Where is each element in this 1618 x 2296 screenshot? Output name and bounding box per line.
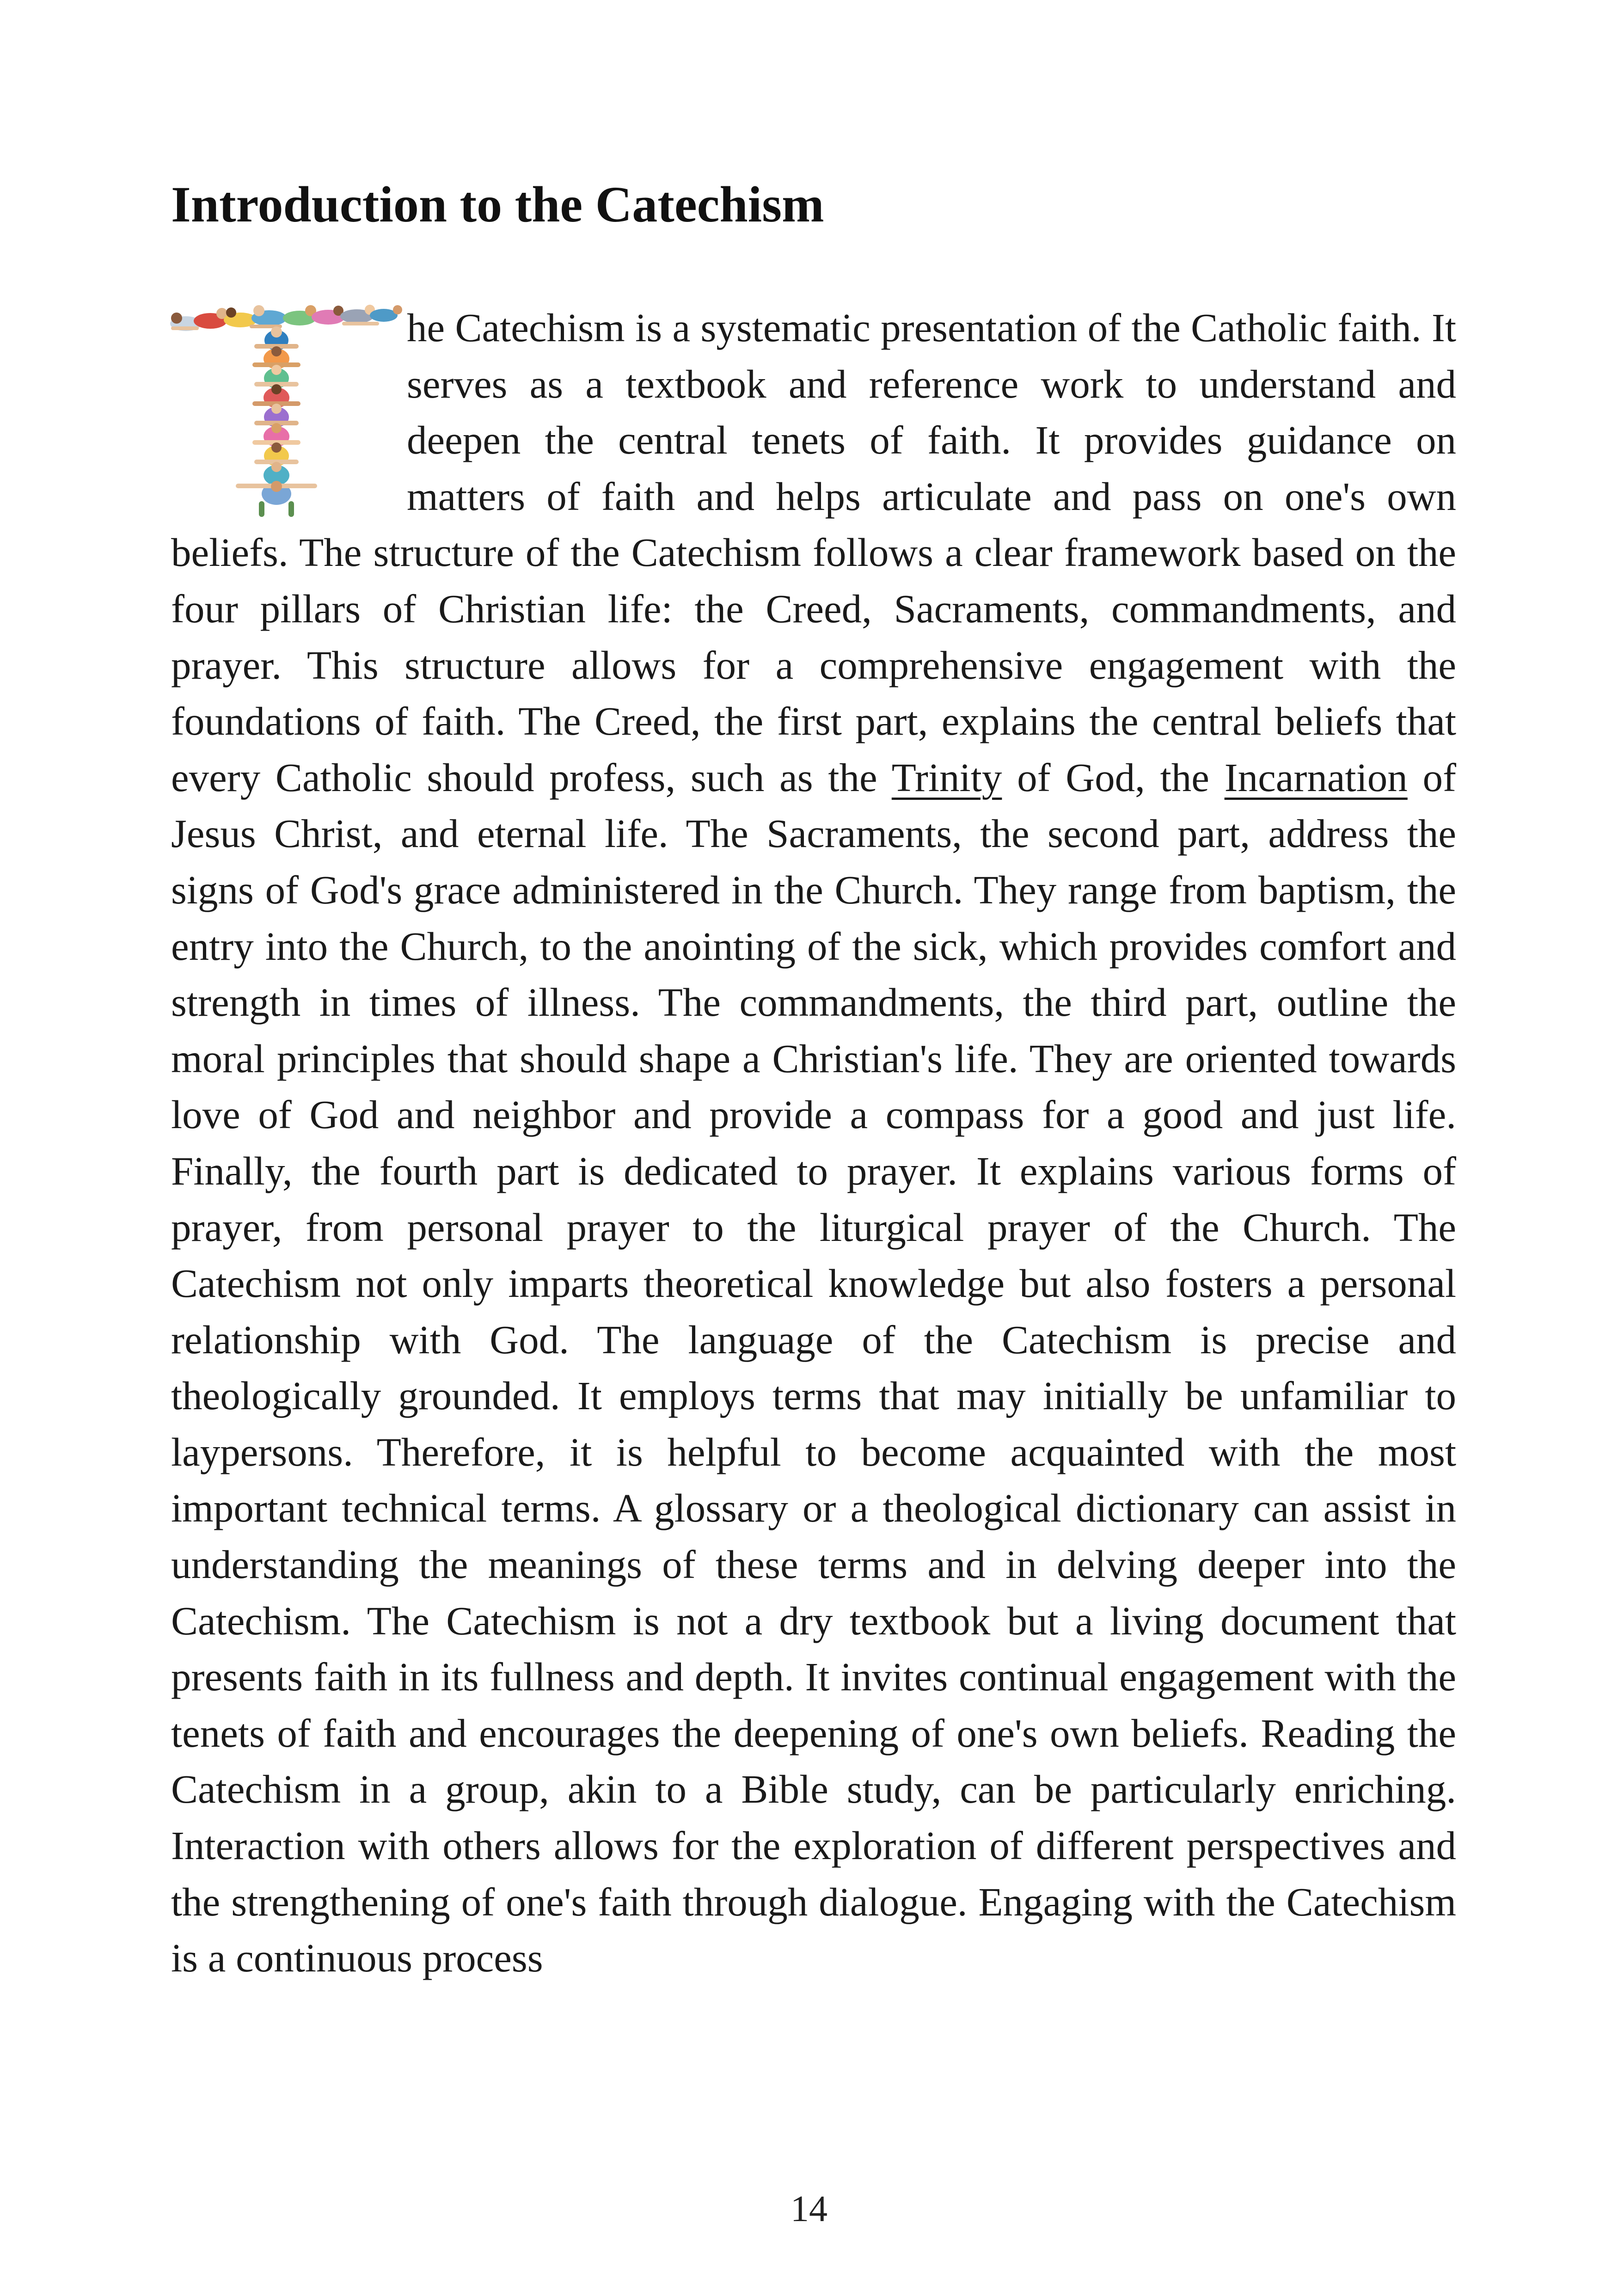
children-letter-t-icon (166, 300, 407, 519)
term-link-trinity[interactable]: Trinity (891, 755, 1002, 800)
t-crossbar (170, 305, 402, 331)
t-stem (236, 326, 317, 517)
paragraph-text-part-1: he Catechism is a systematic presentation of the Catholic faith. It serves as a textbook and reference work to understand and deepen the central tenets of faith. It provides guidance on matters of faith and helps articulate and pass on one's own beliefs. The structure of the Catechism follows a clear framework based on the four pillars of Christian life: the Creed, Sacraments, commandments, and prayer. This structure allows for a comprehensive engagement with the foundations of faith. The Creed, the first part, explains the central beliefs that every Catholic should profess, such as the (171, 305, 1456, 800)
page-number: 14 (791, 2189, 827, 2229)
body-paragraph (171, 300, 1456, 1986)
chapter-heading: Introduction to the Catechism (171, 176, 824, 233)
term-link-incarnation[interactable]: Incarnation (1224, 755, 1408, 800)
paragraph-text-part-2: of God, the (1002, 755, 1225, 800)
drop-cap-illustration (166, 300, 407, 519)
paragraph-text-part-3: of Jesus Christ, and eternal life. The Sacraments, the second part, address the signs of God's grace administered in the Church. They range from baptism, the entry into the Church, to the anointing of the sick, which provides comfort and strength in times of illness. The commandments, the third part, outline the moral principles that should shape a Christian's life. They are oriented towards love of God and neighbor and provide a compass for a good and just life. Finally, the fourth part is dedicated to prayer. It explains various forms of prayer, from personal prayer to the liturgical prayer of the Church. The Catechism not only imparts theoretical knowledge but also fosters a personal relationship with God. The language of the Catechism is precise and theologically grounded. It employs terms that may initially be unfamiliar to laypersons. Therefore, it is helpful to become acquainted with the most important technical terms. A glossary or a theological dictionary can assist in understanding the meanings of these terms and in delving deeper into the Catechism. The Catechism is not a dry textbook but a living document that presents faith in its fullness and depth. It invites continual engagement with the tenets of faith and encourages the deepening of one's own beliefs. Reading the Catechism in a group, akin to a Bible study, can be particularly enriching. Interaction with others allows for the exploration of different perspectives and the strengthening of one's faith through dialogue. Engaging with the Catechism is a continuous process (171, 755, 1456, 1981)
